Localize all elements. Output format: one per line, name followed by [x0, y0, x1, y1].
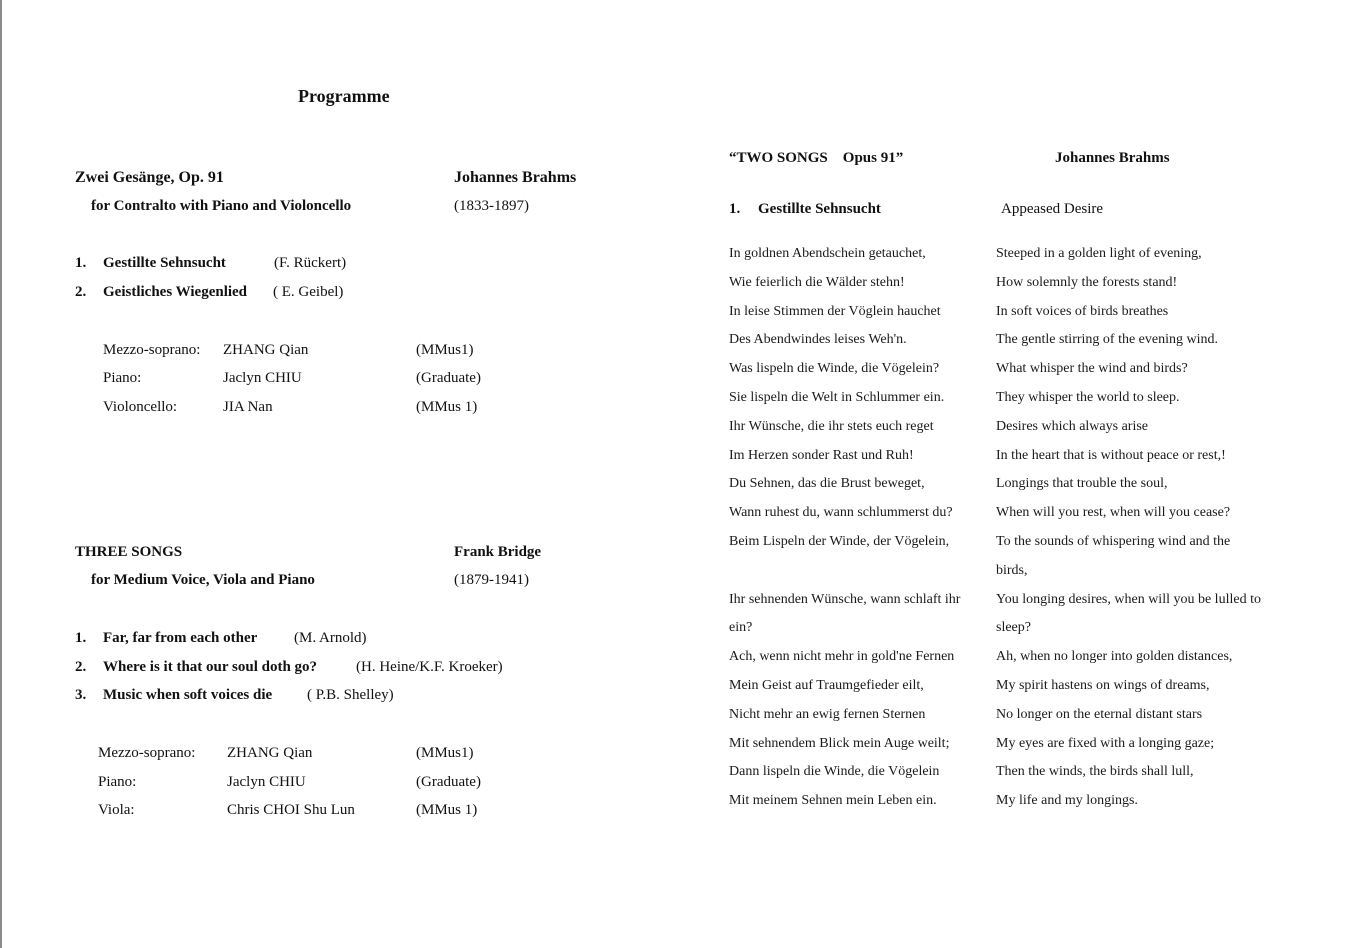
english-lyric-line: They whisper the world to sleep. — [996, 390, 1180, 405]
brahms-song-poet: ( E. Geibel) — [273, 284, 344, 300]
performer-role: Viola: — [98, 802, 135, 818]
bridge-dates: (1879-1941) — [454, 572, 529, 588]
performer-name: Jaclyn CHIU — [223, 370, 302, 386]
performer-level: (Graduate) — [416, 774, 481, 790]
performer-level: (MMus1) — [416, 745, 474, 761]
bridge-subtitle: for Medium Voice, Viola and Piano — [91, 572, 315, 588]
performer-level: (Graduate) — [416, 370, 481, 386]
brahms-subtitle: for Contralto with Piano and Violoncello — [91, 198, 352, 214]
english-lyric-line: The gentle stirring of the evening wind. — [996, 332, 1218, 347]
german-lyric-line: Ihr sehnenden Wünsche, wann schlaft ihr — [729, 592, 961, 607]
english-lyric-line: My life and my longings. — [996, 793, 1138, 808]
bridge-song-num: 2. — [75, 659, 87, 675]
performer-role: Piano: — [103, 370, 142, 386]
german-lyric-line: Des Abendwindes leises Weh'n. — [729, 332, 907, 347]
german-lyric-line: In goldnen Abendschein getauchet, — [729, 246, 926, 261]
performer-level: (MMus 1) — [416, 399, 478, 415]
performer-name: JIA Nan — [223, 399, 273, 415]
bridge-song-title: Where is it that our soul doth go? — [103, 659, 318, 675]
bridge-song-num: 1. — [75, 630, 87, 646]
lyrics-composer: Johannes Brahms — [1055, 150, 1170, 166]
page-left-border — [0, 0, 2, 948]
lyrics-song-translation: Appeased Desire — [1001, 201, 1104, 217]
brahms-song-poet: (F. Rückert) — [274, 255, 347, 271]
english-lyric-line: To the sounds of whispering wind and the — [996, 534, 1231, 549]
german-lyric-line: Beim Lispeln der Winde, der Vögelein, — [729, 534, 950, 549]
bridge-song-title: Music when soft voices die — [103, 687, 273, 703]
bridge-song-title: Far, far from each other — [103, 630, 258, 646]
performer-role: Piano: — [98, 774, 137, 790]
english-lyric-line: In soft voices of birds breathes — [996, 304, 1169, 319]
performer-level: (MMus 1) — [416, 802, 478, 818]
performer-name: Jaclyn CHIU — [227, 774, 306, 790]
german-lyric-line: Mein Geist auf Traumgefieder eilt, — [729, 678, 924, 693]
english-lyric-line: sleep? — [996, 620, 1031, 635]
english-lyric-line: Steeped in a golden light of evening, — [996, 246, 1202, 261]
german-lyric-line: Sie lispeln die Welt in Schlummer ein. — [729, 390, 945, 405]
brahms-composer: Johannes Brahms — [454, 169, 577, 186]
bridge-work-title: THREE SONGS — [75, 544, 183, 560]
bridge-song-poet: (H. Heine/K.F. Kroeker) — [356, 659, 503, 675]
bridge-composer: Frank Bridge — [454, 544, 542, 560]
german-lyric-line: Wann ruhest du, wann schlummerst du? — [729, 505, 953, 520]
brahms-song-num: 2. — [75, 284, 87, 300]
performer-name: Chris CHOI Shu Lun — [227, 802, 355, 818]
german-lyric-line: Ihr Wünsche, die ihr stets euch reget — [729, 419, 934, 434]
performer-name: ZHANG Qian — [227, 745, 313, 761]
german-lyric-line: Ach, wenn nicht mehr in gold'ne Fernen — [729, 649, 955, 664]
lyrics-song-num: 1. — [729, 201, 741, 217]
brahms-song-num: 1. — [75, 255, 87, 271]
german-lyric-line: Dann lispeln die Winde, die Vögelein — [729, 764, 940, 779]
brahms-song-title: Geistliches Wiegenlied — [103, 284, 248, 300]
german-lyric-line: ein? — [729, 620, 753, 635]
lyrics-heading: “TWO SONGS Opus 91” — [729, 150, 904, 166]
english-lyric-line: Desires which always arise — [996, 419, 1149, 434]
german-lyric-line: Im Herzen sonder Rast und Ruh! — [729, 448, 914, 463]
german-lyric-line: Mit sehnendem Blick mein Auge weilt; — [729, 736, 950, 751]
english-lyric-line: My spirit hastens on wings of dreams, — [996, 678, 1210, 693]
performer-name: ZHANG Qian — [223, 342, 309, 358]
lyrics-song-title: Gestillte Sehnsucht — [758, 201, 881, 217]
brahms-dates: (1833-1897) — [454, 198, 529, 214]
german-lyric-line: Du Sehnen, das die Brust beweget, — [729, 476, 925, 491]
performer-role: Mezzo-soprano: — [98, 745, 196, 761]
brahms-song-title: Gestillte Sehnsucht — [103, 255, 226, 271]
english-lyric-line: No longer on the eternal distant stars — [996, 707, 1203, 722]
brahms-work-title: Zwei Gesänge, Op. 91 — [75, 169, 224, 186]
bridge-song-poet: (M. Arnold) — [294, 630, 367, 646]
english-lyric-line: You longing desires, when will you be lulled to — [996, 592, 1261, 607]
english-lyric-line: In the heart that is without peace or rest,! — [996, 448, 1226, 463]
english-lyric-line: birds, — [996, 563, 1028, 578]
programme-title: Programme — [298, 86, 390, 106]
english-lyric-line: When will you rest, when will you cease? — [996, 505, 1231, 520]
english-lyric-line: Longings that trouble the soul, — [996, 476, 1168, 491]
bridge-song-poet: ( P.B. Shelley) — [307, 687, 394, 703]
german-lyric-line: Nicht mehr an ewig fernen Sternen — [729, 707, 926, 722]
english-lyric-line: What whisper the wind and birds? — [996, 361, 1188, 376]
english-lyric-line: Ah, when no longer into golden distances, — [996, 649, 1233, 664]
bridge-song-num: 3. — [75, 687, 87, 703]
english-lyric-line: My eyes are fixed with a longing gaze; — [996, 736, 1215, 751]
german-lyric-line: Wie feierlich die Wälder stehn! — [729, 275, 905, 290]
german-lyric-line: Mit meinem Sehnen mein Leben ein. — [729, 793, 937, 808]
performer-role: Mezzo-soprano: — [103, 342, 201, 358]
german-lyric-line: Was lispeln die Winde, die Vögelein? — [729, 361, 940, 376]
performer-level: (MMus1) — [416, 342, 474, 358]
english-lyric-line: Then the winds, the birds shall lull, — [996, 764, 1194, 779]
performer-role: Violoncello: — [103, 399, 178, 415]
german-lyric-line: In leise Stimmen der Vöglein hauchet — [729, 304, 941, 319]
english-lyric-line: How solemnly the forests stand! — [996, 275, 1178, 290]
